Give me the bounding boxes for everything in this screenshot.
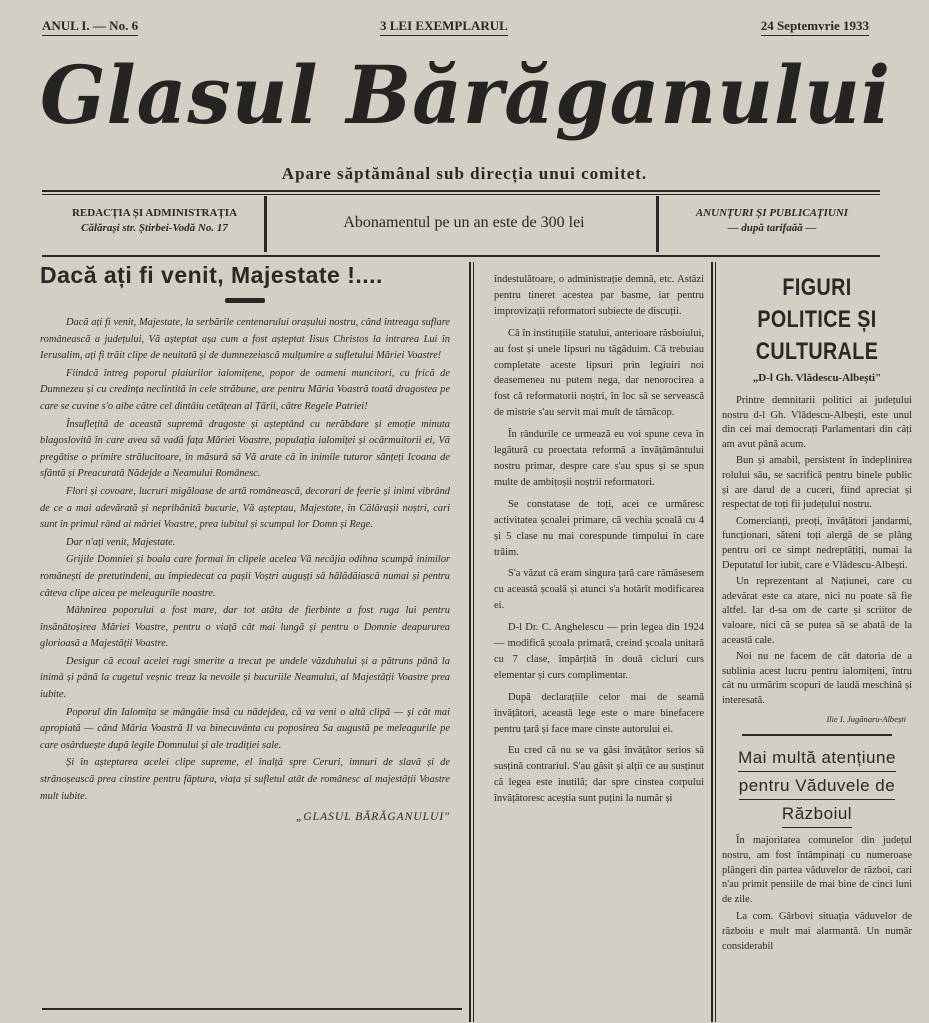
column-divider-1b — [473, 262, 474, 1022]
lead-paragraph: Grijile Domniei și boala care formai în clipele acelea Vă necăjia odihna scumpă inimilor românești de pretutindeni, au împiedecat ca pașii Voștri augușți să hălădăiască numai și pentru câteva clipe aicea pe meleagurile noastre. — [40, 554, 450, 599]
header-rule-top-thin — [42, 194, 880, 195]
column-divider-2 — [711, 262, 713, 1022]
column-divider-1 — [469, 262, 471, 1022]
info-divider-left — [264, 196, 267, 252]
section-separator — [742, 734, 892, 736]
top-line — [42, 18, 869, 40]
editorial-office — [52, 206, 257, 236]
lead-paragraph: Desigur că ecoul acelei rugi smerite a trecut pe undele văzduhului și a pătruns până la inimă și până la cugetul veșnic treaz la nevoile și bucuriile Neamului, al Majestății Voastre prea iubite. — [40, 655, 450, 701]
profile-paragraph: Noi nu ne facem de cât datoria de a sublinia acest lucru pentru ialomițeni, întru cât nu urmărim scopuri de laudă meschină și interesată. — [722, 651, 912, 706]
widows-paragraph: La com. Gârbovi situația văduvelor de războiu e mult mai alarmantă. Un număr considerabil — [722, 910, 912, 952]
masthead-tagline: Apare săptămânal sub direcția unui comitet. — [281, 164, 648, 183]
profile-paragraph: Printre demnitarii politici ai județului nostru d-l Gh. Vlădescu-Albești, este unul din cei mai democrați Parlamentari din câți am avut până acum. — [722, 395, 912, 450]
lead-article-body — [40, 315, 450, 805]
subscription-note: Abonamentul pe un an este de 300 lei — [343, 214, 585, 231]
lead-article — [40, 262, 450, 823]
header-rule-top — [42, 190, 880, 192]
widows-paragraph: În majoritatea comunelor din județul nostru, am fost întâmpinați cu numeroase plângeri din partea văduvelor de război, cari n'au primit pensiile de mai bine de cinci luni de zile. — [722, 834, 912, 906]
price-label: 3 LEI EXEMPLARUL — [380, 18, 508, 36]
lead-paragraph: Dacă ați fi venit, Majestate, la serbările centenarului orașului nostru, când întreaga suflare românească a județului, Vă așteptat așa cum a fost așteptat Iisus Christos la intrarea Lui în Ierusalim, ați fi trăit clipe de neuitată și de dumnezeiască mulțumire a sufletului Măriei Voastre! — [40, 317, 450, 362]
profile-paragraph: Un reprezentant al Națiunei, care cu adevărat este ca atare, nici nu poate să fie altfel. Iar d-sa om de carte și scriitor de valoare, nici că se putea să se abată de la această cale. — [722, 576, 912, 646]
lead-paragraph: Mâhnirea poporului a fost mare, dar tot atâta de fierbinte a fost ruga lui pentru însănătoșirea Măriei Voastre, pentru o viață cât mai lungă și pentru o Domnie deapururea glorioasă a Majestății Voastre. — [40, 605, 450, 650]
column2-paragraph: După declarațiile celor mai de seamă învățători, această lege este o mare binefacere pentru țară și face mare cinste autorului ei. — [494, 691, 704, 735]
column2-paragraph: Se constatase de toți, acei ce urmăresc activitatea școalei primare, că vechia școală cu 4 și 5 clase nu mai corespunde timpului în care trăim. — [494, 498, 704, 558]
lead-paragraph: Poporul din Ialomița se mângâie însă cu nădejdea, că va veni o altă clipă — și cât mai apropiată — când Măria Voastră Il va binecuvânta cu poposirea Sa augustă pe meleagurile pe care osârduește după legile Domnului și ale tradiției sale. — [40, 706, 450, 751]
column2-paragraph: D-l Dr. C. Anghelescu — prin legea din 1924 — modifică școala primară, creind școala unitară cu 7 clase, împărțită în două cicluri curs elementar și curs complimentar. — [494, 622, 704, 681]
column2-paragraph: îndestulătoare, o administrație demnă, etc. Astăzi pentru tineret acestea par basme, iar pentru improvizații reformatori subiecte de discuții. — [494, 274, 704, 317]
right-column — [722, 272, 912, 956]
profile-subtitle: „D-l Gh. Vlădescu-Albești" — [752, 372, 882, 384]
widows-title-line1: Mai multă atențiune — [738, 744, 896, 772]
advertising-sub: — după tarifaăă — — [727, 222, 817, 234]
profile-byline: Ilie I. Jugănaru-Albești — [826, 714, 906, 725]
lead-paragraph: Și în așteptarea acelei clipe supreme, el înalță spre Ceruri, imnuri de slavă și de strănoșească prea cinstire pentru făptura, viața și sufletul atât de românesc al majestății Voastre mult iubite. — [40, 757, 450, 802]
lead-paragraph: Însuflețită de această supremă dragoste și așteptând cu nerăbdare și emoție minuta blagoslovită în care avea să vadă fața Măriei Voastre, populația ialomiței și ocârmuitorii ei, Vă pregătise o primire strălucitoare, în măsură să Vă arate că în inimile tuturor sănțeți Icoana de sfântă și Preacurată Nădejde a Neamului Românesc. — [40, 418, 450, 480]
column2-paragraph: Că în instituțiile statului, anterioare răsboiului, au fost și unele lipsuri nu tăgăduim. Că trebuiau completate aceste lipsuri prin legiuiri noi deasemenea nu putem nega, dar nenorocirea a fost că reformatorii noștri, în loc să se servească de mistrie s'au servit mai mult de târnăcop. — [494, 327, 704, 419]
middle-column — [494, 272, 704, 813]
masthead-title: Glasul Bărăganului — [40, 48, 892, 142]
advertising-info — [664, 206, 880, 236]
editorial-office-title: REDACȚIA ȘI ADMINISTRAȚIA — [71, 207, 238, 219]
profile-paragraph: Bun și amabil, persistent în îndeplinirea rolului său, se sacrifică pentru binele public și are darul de a cuceri, fiind apreciat și respectat de toți fii județului nostru. — [722, 455, 912, 511]
editorial-office-address: Călărași str. Știrbei-Vodă No. 17 — [81, 222, 228, 234]
profile-title-line1: FIGURI POLITICE ȘI — [757, 274, 877, 333]
title-ornament — [225, 298, 265, 303]
column2-paragraph: S'a văzut că eram singura țară care rămăsesem cu această școală și atunci s'a hotărît modificarea ei. — [494, 568, 704, 612]
column1-bottom-rule — [42, 1008, 462, 1010]
column-divider-2b — [715, 262, 716, 1022]
header-rule-bottom — [42, 255, 880, 257]
info-bar — [42, 196, 880, 252]
widows-title-line2: pentru Văduvele de — [739, 772, 895, 800]
profile-paragraph: Comercianți, preoți, învățători jandarmi, funcționari, săteni toți alergă de se plâng pentru ori ce simpt nedreptățiți, numai la Deputatul lor iubit, care e Vlădescu-Albești. — [722, 515, 912, 571]
widows-section-title — [722, 744, 912, 828]
lead-article-signature: „GLASUL BĂRĂGANULUI" — [295, 811, 450, 824]
issue-number: ANUL I. — No. 6 — [42, 18, 138, 36]
lead-paragraph: Flori și covoare, lucruri migăloase de artă românească, decorari de feerie și inimi vibrând de ce a mai adevărată și neprihănită bucurie, Vă așteptau, Majestate, în Călărașii noștri, cari sunt în primul rând ai măriei Voastre, prea iubitul și scumpul lor Domn și Rege. — [40, 485, 450, 531]
column2-paragraph: Eu cred că nu se va găsi învățător serios să susțină contrariul. S'au găsit și alții ce au susținut că legea este inutilă; dar spre cinstea corpului învățătoresc aceștia sunt puțini la număr și — [494, 745, 704, 805]
lead-paragraph: Dar n'ați venit, Majestate. — [66, 536, 176, 548]
info-divider-right — [656, 196, 659, 252]
advertising-title: ANUNȚURI ȘI PUBLICAȚIUNI — [695, 207, 849, 219]
widows-article-body — [722, 834, 912, 954]
lead-paragraph: Fiindcă întreg poporul plaiurilor ialomițene, popor de oameni muncitori, cu frică de Dumnezeu și cu credința neclintită în cele străbune, are pentru Măria Voastră toată dragostea pe care se cuvine s'o aibe către cel dintâiu cetățean al Țării, către Regele Patriei! — [40, 367, 450, 412]
profile-title-line2: CULTURALE — [755, 338, 879, 365]
widows-title-line3: Războiul — [782, 800, 852, 828]
issue-date: 24 Septemvrie 1933 — [761, 18, 869, 36]
column2-paragraph: În rândurile ce urmează eu voi spune ceva în legătură cu proectata reformă a învățământului nostru primar, despre care s'au spus și se spun multe de ambițoșii noștrii reformatori. — [494, 429, 704, 488]
lead-article-title: Dacă ați fi venit, Majestate !.... — [40, 262, 383, 288]
